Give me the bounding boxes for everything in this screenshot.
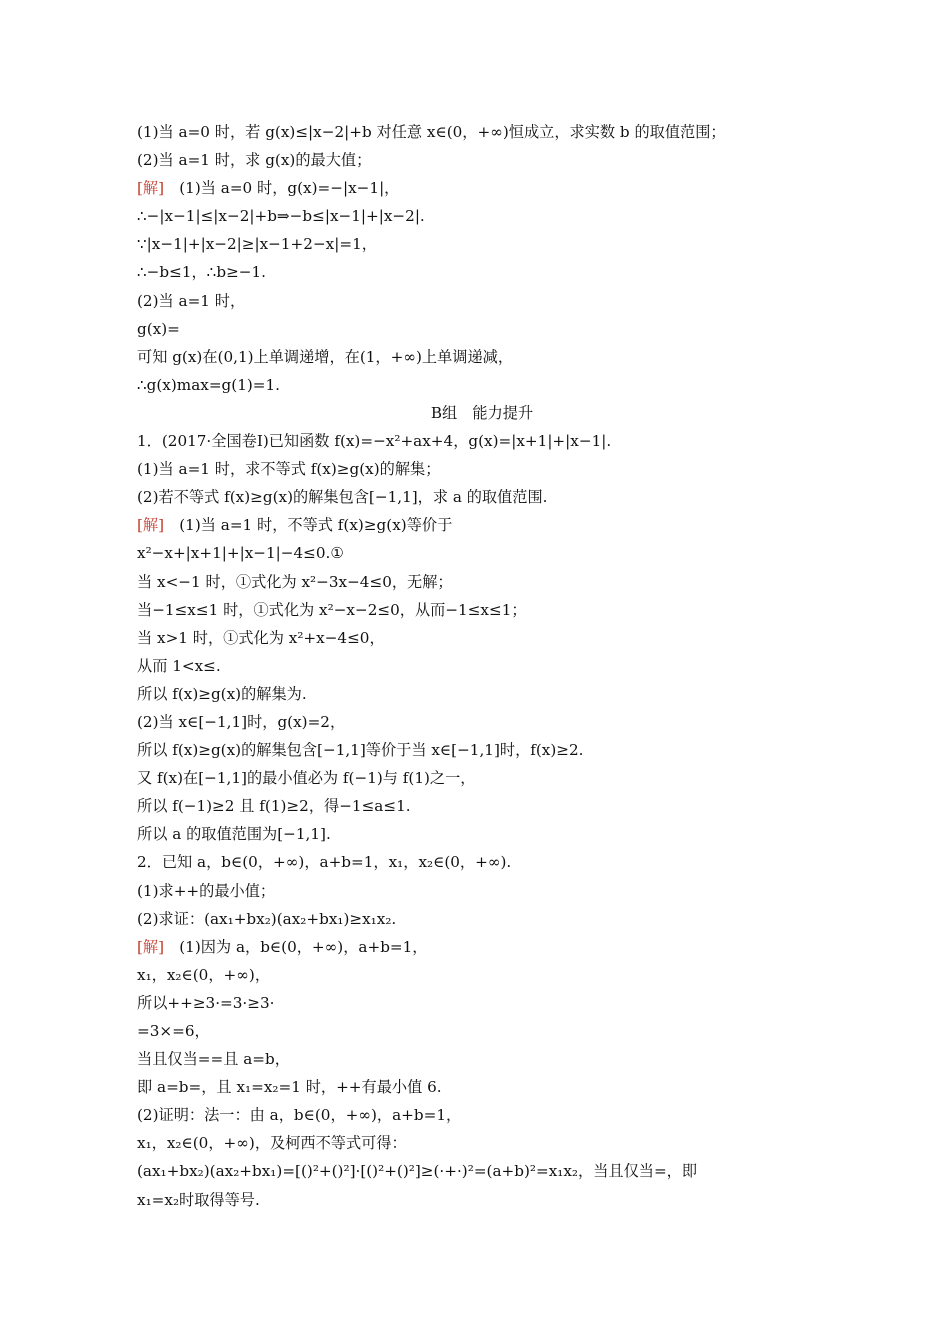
text-line (137, 427, 827, 455)
line-text: x²−x+|x+1|+|x−1|−4≤0.① (137, 544, 344, 563)
line-text: 所以 a 的取值范围为[−1,1]. (137, 825, 331, 844)
line-text: ∵|x−1|+|x−2|≥|x−1+2−x|=1， (137, 235, 377, 254)
line-text: 所以 f(x)≥g(x)的解集包含[−1,1]等价于当 x∈[−1,1]时，f(x)≥2. (137, 741, 584, 760)
solution-line (137, 933, 827, 961)
line-text: 所以 f(−1)≥2 且 f(1)≥2，得−1≤a≤1. (137, 797, 411, 816)
text-line (137, 961, 827, 989)
line-text: 2．已知 a，b∈(0，+∞)，a+b=1，x₁，x₂∈(0，+∞). (137, 853, 512, 872)
line-text: (1)当 a=0 时，g(x)=−|x−1|， (164, 179, 400, 198)
line-text: (2)求证：(ax₁+bx₂)(ax₂+bx₁)≥x₁x₂. (137, 909, 397, 928)
line-text: 当 x>1 时，①式化为 x²+x−4≤0， (137, 628, 385, 647)
text-line (137, 539, 827, 567)
line-text: x₁，x₂∈(0，+∞)，及柯西不等式可得： (137, 1134, 407, 1153)
text-line (137, 1101, 827, 1129)
text-line (137, 287, 827, 315)
solution-tag: [解] (137, 937, 165, 956)
text-line (137, 652, 827, 680)
text-line (137, 343, 827, 371)
text-line (137, 624, 827, 652)
text-line (137, 848, 827, 876)
text-line (137, 1017, 827, 1045)
line-text: (1)当 a=0 时，若 g(x)≤|x−2|+b 对任意 x∈(0，+∞)恒成立，求实数 b 的取值范围； (137, 123, 726, 141)
line-text: (2)当 x∈[−1,1]时，g(x)=2， (137, 712, 346, 731)
line-text: 1．(2017·全国卷Ⅰ)已知函数 f(x)=−x²+ax+4，g(x)=|x+1|+|x−1|. (137, 432, 612, 451)
text-line (137, 1129, 827, 1157)
solution-tag: [解] (137, 179, 165, 198)
line-text: (2)证明：法一：由 a，b∈(0，+∞)，a+b=1， (137, 1106, 462, 1125)
text-line (137, 483, 827, 511)
line-text: (2)当 a=1 时， (137, 291, 246, 310)
text-line (137, 568, 827, 596)
text-line (137, 820, 827, 848)
text-line (137, 596, 827, 624)
text-line (137, 680, 827, 708)
line-text: =3×=6， (137, 1022, 210, 1040)
text-line (137, 230, 827, 258)
text-line (137, 792, 827, 820)
text-line (137, 989, 827, 1017)
section-heading-text: B组 能力提升 (430, 403, 534, 422)
text-line (137, 1157, 827, 1185)
line-text: x₁=x₂时取得等号. (137, 1190, 260, 1209)
text-line (137, 905, 827, 933)
text-line (137, 708, 827, 736)
line-text: 当−1≤x≤1 时，①式化为 x²−x−2≤0，从而−1≤x≤1； (137, 600, 527, 619)
text-line (137, 371, 827, 399)
line-text: 又 f(x)在[−1,1]的最小值必为 f(−1)与 f(1)之一， (137, 769, 476, 788)
text-line (137, 877, 827, 905)
text-line (137, 202, 827, 230)
line-text: (1)因为 a，b∈(0，+∞)，a+b=1， (164, 937, 428, 956)
text-line (137, 764, 827, 792)
line-text: ∴−|x−1|≤|x−2|+b⇒−b≤|x−1|+|x−2|. (137, 207, 425, 226)
line-text: (ax₁+bx₂)(ax₂+bx₁)=[()²+()²]·[()²+()²]≥(·+·)²=(a+b)²=x₁x₂，当且仅当=，即 (137, 1162, 698, 1181)
line-text: 所以 f(x)≥g(x)的解集为. (137, 684, 307, 703)
line-text: 当且仅当==且 a=b， (137, 1050, 290, 1069)
line-text: (2)若不等式 f(x)≥g(x)的解集包含[−1,1]，求 a 的取值范围. (137, 488, 548, 507)
line-text: 所以++≥3·=3·≥3· (137, 993, 275, 1012)
text-line (137, 455, 827, 483)
line-text: (1)当 a=1 时，不等式 f(x)≥g(x)等价于 (164, 516, 453, 535)
text-line (137, 258, 827, 286)
line-text: ∴g(x)max=g(1)=1. (137, 375, 280, 394)
line-text: (2)当 a=1 时，求 g(x)的最大值； (137, 151, 372, 170)
solution-line (137, 511, 827, 539)
line-text: 可知 g(x)在(0,1)上单调递增，在(1，+∞)上单调递减， (137, 347, 514, 366)
solution-line (137, 174, 827, 202)
text-line (137, 1186, 827, 1214)
text-line (137, 146, 827, 174)
document-page (137, 118, 827, 1214)
solution-tag: [解] (137, 516, 165, 535)
section-heading (137, 399, 827, 427)
line-text: x₁，x₂∈(0，+∞)， (137, 965, 271, 984)
text-line (137, 1045, 827, 1073)
text-line (137, 1073, 827, 1101)
line-text: g(x)= (137, 319, 180, 338)
line-text: (1)当 a=1 时，求不等式 f(x)≥g(x)的解集； (137, 460, 441, 479)
line-text: 当 x<−1 时，①式化为 x²−3x−4≤0，无解； (137, 572, 453, 591)
text-line (137, 736, 827, 764)
text-line (137, 315, 827, 343)
line-text: 即 a=b=，且 x₁=x₂=1 时，++有最小值 6. (137, 1078, 442, 1097)
line-text: 从而 1<x≤. (137, 656, 221, 675)
line-text: ∴−b≤1，∴b≥−1. (137, 263, 267, 282)
line-text: (1)求++的最小值； (137, 881, 276, 900)
text-line (137, 118, 827, 146)
